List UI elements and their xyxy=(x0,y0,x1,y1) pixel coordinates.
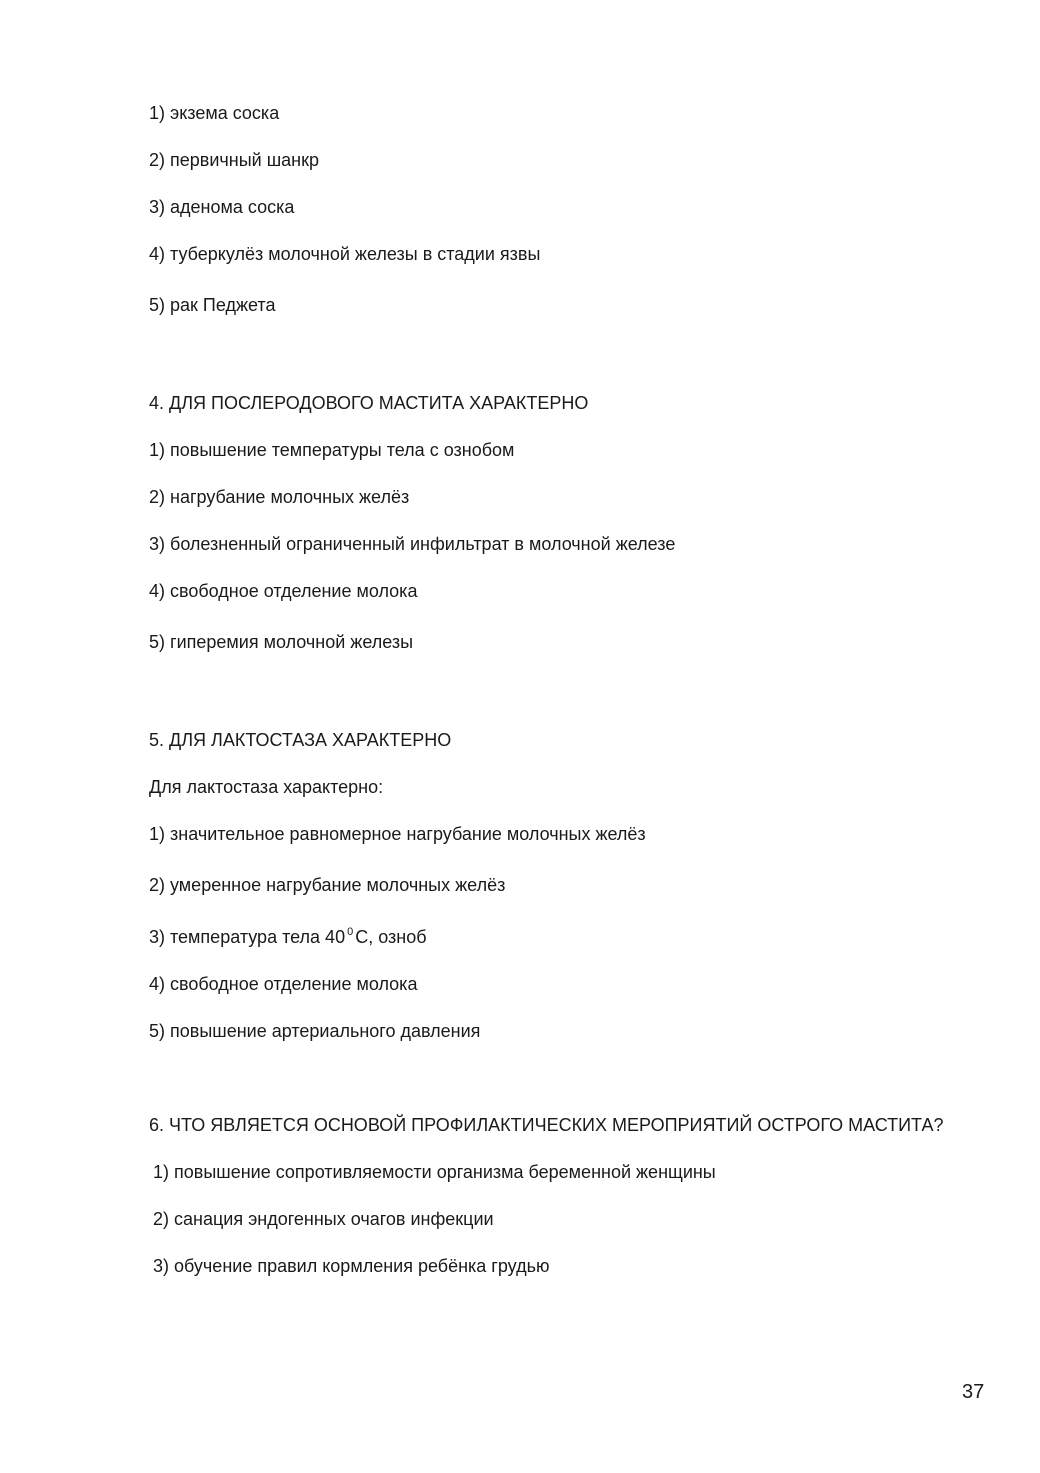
q5-option-4: 4) свободное отделение молока xyxy=(149,974,418,994)
q3-option-3: 3) аденома соска xyxy=(149,197,295,217)
q3-option-4: 4) туберкулёз молочной железы в стадии язвы xyxy=(149,244,541,264)
degree-superscript: 0 xyxy=(347,926,354,938)
q5-option-5: 5) повышение артериального давления xyxy=(149,1021,481,1041)
q3-option-2: 2) первичный шанкр xyxy=(149,150,319,170)
q6-option-1: 1) повышение сопротивляемости организма беременной женщины xyxy=(153,1162,716,1182)
q6-title: 6. ЧТО ЯВЛЯЕТСЯ ОСНОВОЙ ПРОФИЛАКТИЧЕСКИХ МЕРОПРИЯТИЙ ОСТРОГО МАСТИТА? xyxy=(149,1115,944,1135)
q3-option-5: 5) рак Педжета xyxy=(149,295,276,315)
q5-option-2: 2) умеренное нагрубание молочных желёз xyxy=(149,875,506,895)
q4-option-4: 4) свободное отделение молока xyxy=(149,581,418,601)
q5-option-3-tail: С, озноб xyxy=(355,927,427,947)
q4-option-3: 3) болезненный ограниченный инфильтрат в молочной железе xyxy=(149,534,676,554)
q4-option-2: 2) нагрубание молочных желёз xyxy=(149,487,410,507)
q6-option-3: 3) обучение правил кормления ребёнка грудью xyxy=(153,1256,550,1276)
q5-option-3 xyxy=(149,925,427,949)
q5-intro: Для лактостаза характерно: xyxy=(149,777,384,797)
q5-title: 5. ДЛЯ ЛАКТОСТАЗА ХАРАКТЕРНО xyxy=(149,730,452,750)
q5-option-3-text: 3) температура тела 40 xyxy=(149,927,346,947)
q3-option-1: 1) экзема соска xyxy=(149,103,280,123)
q5-option-1: 1) значительное равномерное нагрубание молочных желёз xyxy=(149,824,646,844)
q4-option-1: 1) повышение температуры тела с ознобом xyxy=(149,440,515,460)
q6-option-2: 2) санация эндогенных очагов инфекции xyxy=(153,1209,494,1229)
q4-title: 4. ДЛЯ ПОСЛЕРОДОВОГО МАСТИТА ХАРАКТЕРНО xyxy=(149,393,589,413)
q4-option-5: 5) гиперемия молочной железы xyxy=(149,632,414,652)
page-number: 37 xyxy=(962,1381,985,1403)
